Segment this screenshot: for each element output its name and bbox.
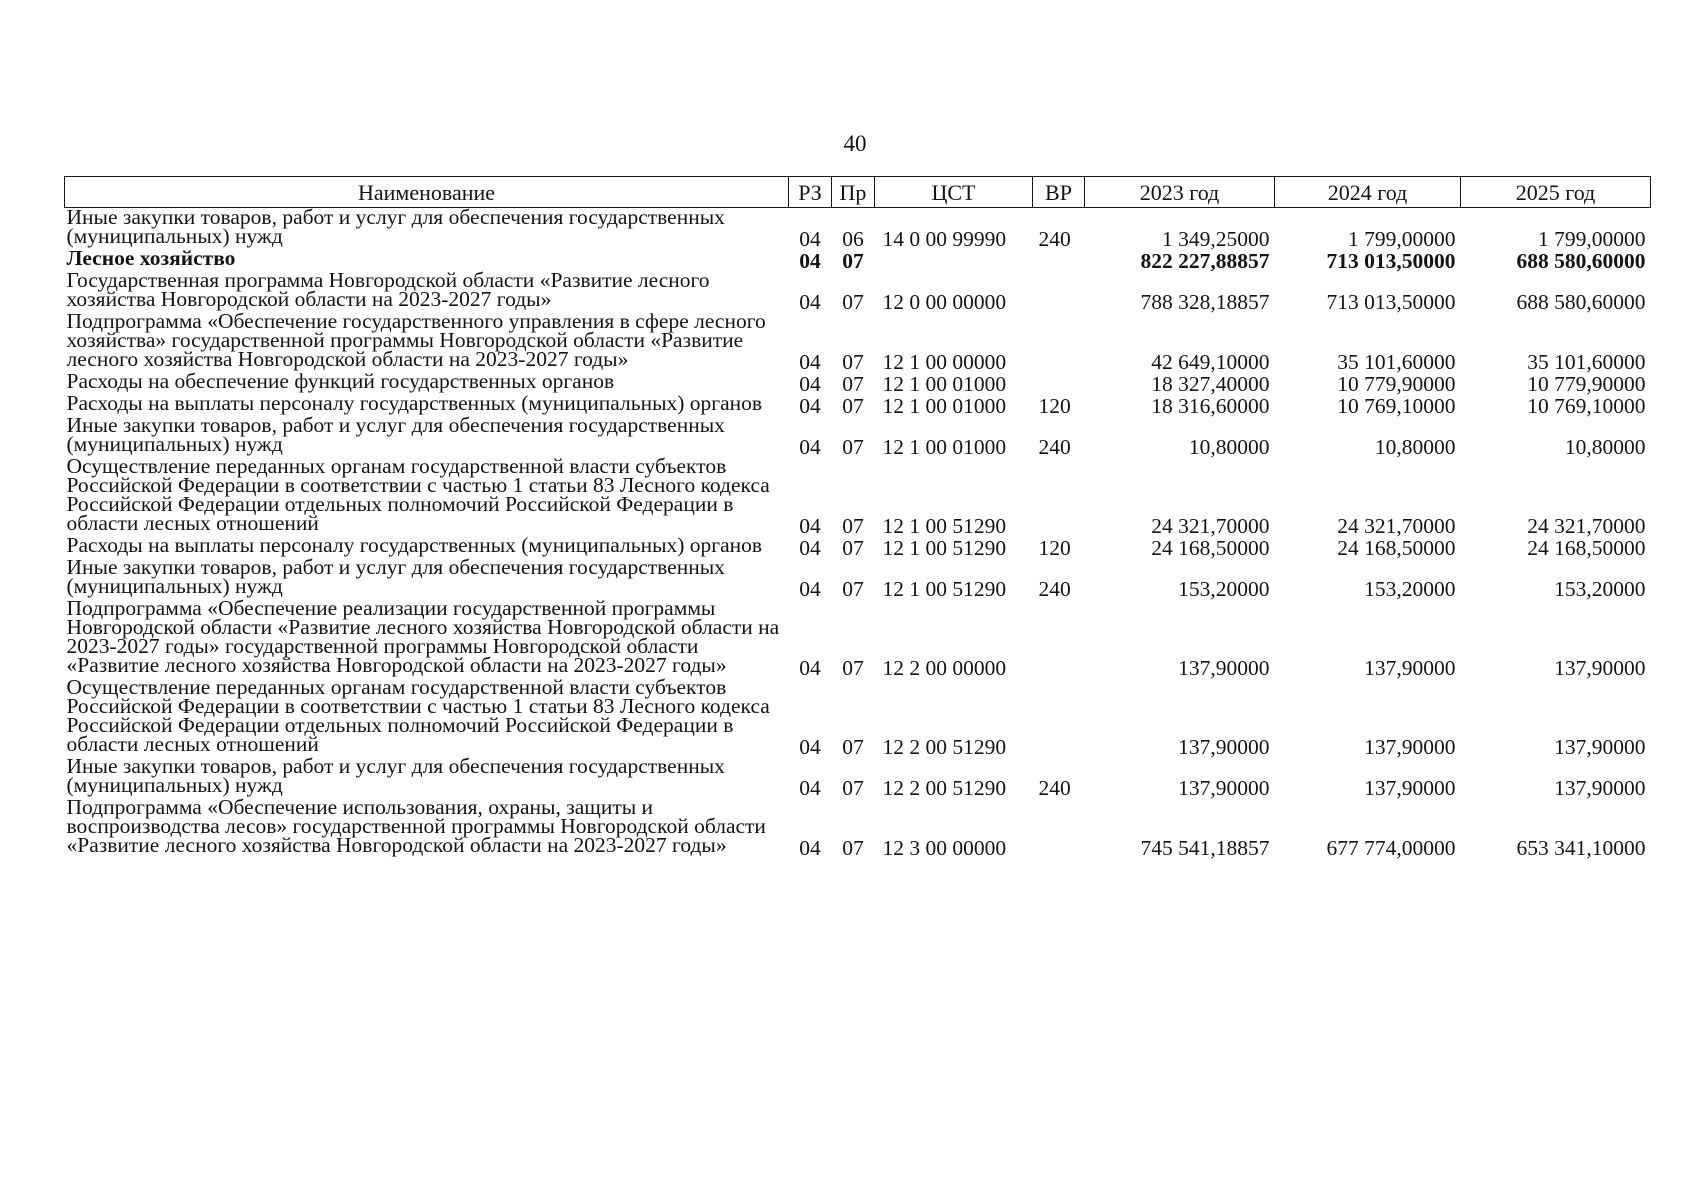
row-vr: 120 [1038, 536, 1071, 560]
row-pr: 07 [842, 350, 864, 374]
row-2024: 713 013,50000 [1326, 290, 1456, 314]
row-cst: 12 2 00 51290 [882, 776, 1007, 800]
row-name: Расходы на выплаты персоналу государственных (муниципальных) органов [66, 391, 763, 415]
table-body [65, 205, 1651, 860]
row-2025: 137,90000 [1554, 735, 1646, 759]
row-2025: 1 799,00000 [1538, 227, 1646, 251]
row-pr: 07 [842, 435, 864, 459]
row-2025: 137,90000 [1554, 656, 1646, 680]
row-vr: 240 [1038, 577, 1071, 601]
row-name: Подпрограмма «Обеспечение государственного управления в сфере лесного хозяйства» государственной программы Новгородской области «Развитие лесного хозяйства Новгородской области на 2023-2027 годы» [66, 309, 766, 371]
row-2024: 10 769,10000 [1337, 394, 1456, 418]
row-vr [1033, 457, 1085, 536]
row-name: Иные закупки товаров, работ и услуг для обеспечения государственных (муниципальных) нужд [66, 754, 725, 797]
header-pr: Пр [832, 177, 875, 208]
row-vr [1033, 249, 1085, 271]
row-2024: 10,80000 [1374, 435, 1456, 459]
row-rz: 04 [799, 536, 821, 560]
row-vr: 240 [1038, 435, 1071, 459]
row-2023: 24 168,50000 [1151, 536, 1270, 560]
row-vr [1033, 798, 1085, 858]
table-row [65, 757, 1651, 798]
row-pr: 07 [842, 249, 864, 273]
table-row [65, 798, 1651, 858]
table-row [65, 599, 1651, 678]
row-2024: 24 168,50000 [1337, 536, 1456, 560]
row-pr: 07 [842, 577, 864, 601]
row-2025: 653 341,10000 [1516, 836, 1646, 860]
row-rz: 04 [799, 836, 821, 860]
row-name: Расходы на обеспечение функций государственных органов [66, 369, 615, 393]
row-2023: 24 321,70000 [1151, 514, 1270, 538]
row-2023: 745 541,18857 [1140, 836, 1270, 860]
row-cst: 12 0 00 00000 [882, 290, 1007, 314]
row-pr: 07 [842, 372, 864, 396]
budget-table [64, 176, 1651, 858]
header-2024: 2024 год [1275, 177, 1461, 208]
row-vr [1033, 271, 1085, 312]
row-2025: 153,20000 [1554, 577, 1646, 601]
row-vr: 240 [1038, 227, 1071, 251]
row-2024: 137,90000 [1364, 735, 1456, 759]
row-name: Осуществление переданных органам государственной власти субъектов Российской Федерации в соответствии с частью 1 статьи 83 Лесного кодекса Российской Федерации отдельных полномочий Российской Федерации в области лесных отношений [66, 675, 770, 756]
row-2024: 137,90000 [1364, 656, 1456, 680]
row-name: Подпрограмма «Обеспечение использования, охраны, защиты и воспроизводства лесов» государственной программы Новгородской области «Развитие лесного хозяйства Новгородской области на 2023-2027 годы» [66, 795, 766, 857]
row-2023: 42 649,10000 [1151, 350, 1270, 374]
row-2025: 10 779,90000 [1527, 372, 1646, 396]
row-pr: 07 [842, 735, 864, 759]
row-2024: 677 774,00000 [1326, 836, 1456, 860]
row-pr: 07 [842, 536, 864, 560]
row-2024: 24 321,70000 [1337, 514, 1456, 538]
row-name: Иные закупки товаров, работ и услуг для обеспечения государственных (муниципальных) нужд [66, 413, 725, 456]
row-name: Осуществление переданных органам государственной власти субъектов Российской Федерации в соответствии с частью 1 статьи 83 Лесного кодекса Российской Федерации отдельных полномочий Российской Федерации в области лесных отношений [66, 454, 770, 535]
row-rz: 04 [799, 227, 821, 251]
row-pr: 07 [842, 656, 864, 680]
row-name: Государственная программа Новгородской области «Развитие лесного хозяйства Новгородской области на 2023-2027 годы» [66, 268, 710, 311]
row-2025: 10,80000 [1564, 435, 1646, 459]
row-rz: 04 [799, 577, 821, 601]
row-cst [875, 249, 1033, 271]
header-vr: ВР [1033, 177, 1085, 208]
row-cst: 12 1 00 00000 [882, 350, 1007, 374]
header-rz: РЗ [789, 177, 832, 208]
row-2025: 24 168,50000 [1527, 536, 1646, 560]
row-pr: 06 [842, 227, 864, 251]
row-vr: 120 [1038, 394, 1071, 418]
row-2023: 137,90000 [1178, 776, 1270, 800]
row-name: Иные закупки товаров, работ и услуг для обеспечения государственных (муниципальных) нужд [66, 205, 725, 248]
table-row [65, 208, 1651, 250]
row-cst: 12 2 00 51290 [882, 735, 1007, 759]
row-cst: 12 1 00 01000 [882, 394, 1007, 418]
row-pr: 07 [842, 776, 864, 800]
row-vr [1033, 599, 1085, 678]
row-2023: 788 328,18857 [1140, 290, 1270, 314]
row-rz: 04 [799, 290, 821, 314]
row-2024: 713 013,50000 [1326, 249, 1456, 273]
row-vr [1033, 312, 1085, 372]
row-2023: 10,80000 [1188, 435, 1270, 459]
row-2024: 35 101,60000 [1337, 350, 1456, 374]
row-2023: 137,90000 [1178, 656, 1270, 680]
row-pr: 07 [842, 394, 864, 418]
row-2024: 10 779,90000 [1337, 372, 1456, 396]
row-rz: 04 [799, 514, 821, 538]
row-2023: 18 327,40000 [1151, 372, 1270, 396]
row-cst: 12 3 00 00000 [882, 836, 1007, 860]
row-2024: 1 799,00000 [1348, 227, 1456, 251]
row-2025: 35 101,60000 [1527, 350, 1646, 374]
table-row [65, 312, 1651, 372]
table-row [65, 271, 1651, 312]
row-rz: 04 [799, 394, 821, 418]
row-2025: 137,90000 [1554, 776, 1646, 800]
table-row [65, 457, 1651, 536]
row-2024: 153,20000 [1364, 577, 1456, 601]
row-cst: 12 1 00 51290 [882, 514, 1007, 538]
row-rz: 04 [799, 735, 821, 759]
row-name: Подпрограмма «Обеспечение реализации государственной программы Новгородской области «Развитие лесного хозяйства Новгородской области на 2023-2027 годы» государственной программы Новгородской области «Развитие лесного хозяйства Новгородской области на 2023-2027 годы» [66, 596, 780, 677]
row-rz: 04 [799, 372, 821, 396]
table-header-row [65, 177, 1651, 208]
row-cst: 12 1 00 51290 [882, 536, 1007, 560]
row-name: Лесное хозяйство [66, 246, 236, 270]
row-cst: 12 2 00 00000 [882, 656, 1007, 680]
page-number: 40 [843, 131, 867, 156]
row-pr: 07 [842, 290, 864, 314]
row-name: Иные закупки товаров, работ и услуг для обеспечения государственных (муниципальных) нужд [66, 555, 725, 598]
header-cst: ЦСТ [875, 177, 1033, 208]
row-cst: 14 0 00 99990 [882, 227, 1007, 251]
row-2025: 688 580,60000 [1516, 290, 1646, 314]
table-row [65, 416, 1651, 457]
row-2023: 153,20000 [1178, 577, 1270, 601]
row-2024: 137,90000 [1364, 776, 1456, 800]
table-row [65, 678, 1651, 757]
row-rz: 04 [799, 435, 821, 459]
row-rz: 04 [799, 776, 821, 800]
row-2023: 137,90000 [1178, 735, 1270, 759]
row-cst: 12 1 00 51290 [882, 577, 1007, 601]
row-vr: 240 [1038, 776, 1071, 800]
header-2025: 2025 год [1461, 177, 1651, 208]
row-vr [1033, 372, 1085, 394]
row-2023: 18 316,60000 [1151, 394, 1270, 418]
row-2025: 688 580,60000 [1516, 249, 1646, 273]
row-rz: 04 [799, 350, 821, 374]
row-2023: 822 227,88857 [1140, 249, 1270, 273]
row-vr [1033, 678, 1085, 757]
row-pr: 07 [842, 836, 864, 860]
row-2025: 24 321,70000 [1527, 514, 1646, 538]
row-2023: 1 349,25000 [1162, 227, 1270, 251]
header-name: Наименование [65, 177, 789, 208]
header-2023: 2023 год [1085, 177, 1275, 208]
row-cst: 12 1 00 01000 [882, 372, 1007, 396]
table-row [65, 558, 1651, 599]
row-2025: 10 769,10000 [1527, 394, 1646, 418]
row-rz: 04 [799, 249, 821, 273]
row-pr: 07 [842, 514, 864, 538]
row-cst: 12 1 00 01000 [882, 435, 1007, 459]
row-name: Расходы на выплаты персоналу государственных (муниципальных) органов [66, 533, 763, 557]
row-rz: 04 [799, 656, 821, 680]
